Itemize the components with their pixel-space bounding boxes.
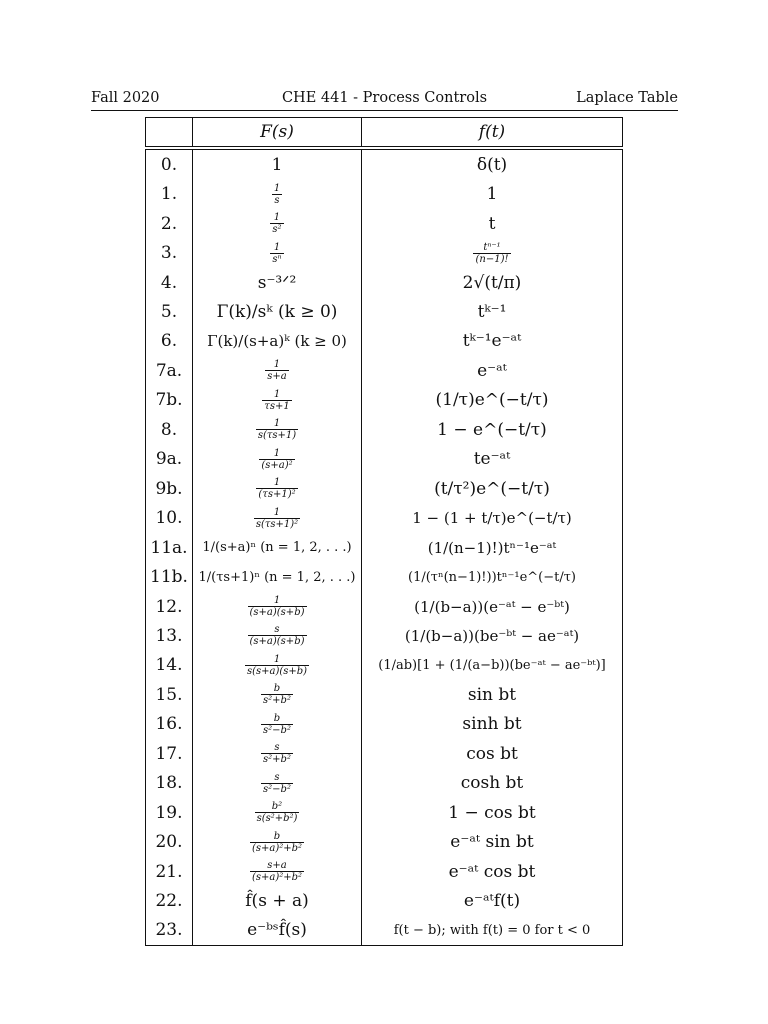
table-row	[146, 386, 622, 416]
header-title: Laplace Table	[576, 90, 678, 106]
table-row	[146, 710, 622, 740]
laplace-transform-cell: s (s+a)(s+b)	[193, 621, 362, 651]
table-row	[146, 268, 622, 298]
table-row	[146, 621, 622, 651]
row-number: 1.	[146, 179, 193, 209]
table-row	[146, 356, 622, 386]
table-row	[146, 327, 622, 357]
time-function-cell: e⁻ᵃᵗ	[477, 360, 507, 381]
table-row	[146, 150, 622, 180]
time-function-cell: (1/(τⁿ(n−1)!))tⁿ⁻¹e^(−t/τ)	[408, 569, 576, 585]
laplace-transform-cell: b s²+b²	[193, 680, 362, 710]
row-number: 11b.	[146, 562, 193, 592]
row-number: 0.	[146, 150, 193, 180]
time-function-cell: sinh bt	[462, 714, 522, 735]
table-row	[146, 533, 622, 563]
table-row	[146, 651, 622, 681]
row-number: 7a.	[146, 356, 193, 386]
time-function-cell: 1 − e^(−t/τ)	[437, 419, 547, 440]
laplace-transform-cell: f̂(s + a)	[193, 886, 362, 916]
laplace-transform-cell: 1/(s+a)ⁿ (n = 1, 2, . . .)	[193, 533, 362, 563]
row-number: 18.	[146, 768, 193, 798]
row-number: 15.	[146, 680, 193, 710]
laplace-transform-cell: 1 s(τs+1)²	[193, 503, 362, 533]
time-function-cell: δ(t)	[476, 154, 508, 175]
row-number: 4.	[146, 268, 193, 298]
row-number: 8.	[146, 415, 193, 445]
time-function-cell: e⁻ᵃᵗ sin bt	[450, 832, 534, 853]
time-function-cell: (1/(n−1)!)tⁿ⁻¹e⁻ᵃᵗ	[427, 538, 557, 557]
table-row	[146, 503, 622, 533]
row-number: 23.	[146, 916, 193, 946]
row-number: 2.	[146, 209, 193, 239]
time-function-cell: e⁻ᵃᵗf(t)	[463, 891, 521, 911]
time-function-cell: te⁻ᵃᵗ	[473, 449, 511, 470]
header-row	[146, 118, 622, 146]
header-term: Fall 2020	[91, 90, 160, 106]
time-function-cell: f(t − b); with f(t) = 0 for t < 0	[393, 922, 591, 938]
table-row	[146, 827, 622, 857]
laplace-transform-cell: 1 (s+a)(s+b)	[193, 592, 362, 622]
laplace-transform-cell: 1 s²	[193, 209, 362, 239]
time-function-cell: cos bt	[466, 743, 518, 764]
laplace-transform-cell: 1 sⁿ	[193, 238, 362, 268]
laplace-table	[145, 149, 623, 946]
time-function-cell: tᵏ⁻¹	[477, 302, 507, 322]
row-number: 11a.	[146, 533, 193, 563]
row-number: 13.	[146, 621, 193, 651]
laplace-transform-cell: Γ(k)/(s+a)ᵏ (k ≥ 0)	[193, 327, 362, 357]
time-function-cell: tᵏ⁻¹e⁻ᵃᵗ	[462, 331, 522, 352]
header-ft: f(t)	[478, 122, 506, 142]
laplace-transform-cell: 1/(τs+1)ⁿ (n = 1, 2, . . .)	[193, 562, 362, 592]
row-number: 14.	[146, 651, 193, 681]
row-number: 7b.	[146, 386, 193, 416]
row-number: 16.	[146, 710, 193, 740]
laplace-transform-cell: e⁻ᵇˢf̂(s)	[193, 916, 362, 946]
table-row	[146, 415, 622, 445]
row-number: 20.	[146, 827, 193, 857]
header-index	[146, 118, 193, 146]
laplace-transform-cell: b (s+a)²+b²	[193, 827, 362, 857]
laplace-transform-cell: s s²+b²	[193, 739, 362, 769]
table-row	[146, 592, 622, 622]
table-row	[146, 297, 622, 327]
row-number: 19.	[146, 798, 193, 828]
laplace-transform-cell: 1 s(τs+1)	[193, 415, 362, 445]
table-row	[146, 886, 622, 916]
table-row	[146, 209, 622, 239]
table-row	[146, 562, 622, 592]
row-number: 10.	[146, 503, 193, 533]
row-number: 17.	[146, 739, 193, 769]
table-row	[146, 768, 622, 798]
time-function-cell: (1/ab)[1 + (1/(a−b))(be⁻ᵃᵗ − ae⁻ᵇᵗ)]	[378, 657, 606, 673]
laplace-transform-cell: s+a (s+a)²+b²	[193, 857, 362, 887]
row-number: 3.	[146, 238, 193, 268]
laplace-transform-cell: b² s(s²+b²)	[193, 798, 362, 828]
row-number: 5.	[146, 297, 193, 327]
time-function-cell: 2√(t/π)	[462, 272, 522, 293]
time-function-cell: (1/(b−a))(e⁻ᵃᵗ − e⁻ᵇᵗ)	[414, 597, 570, 616]
laplace-transform-cell: Γ(k)/sᵏ (k ≥ 0)	[193, 297, 362, 327]
table-row	[146, 179, 622, 209]
table-row	[146, 916, 622, 946]
laplace-transform-cell: b s²−b²	[193, 710, 362, 740]
time-function-cell: 1	[486, 184, 498, 205]
page-header	[91, 90, 678, 110]
laplace-transform-cell: s s²−b²	[193, 768, 362, 798]
table-row	[146, 474, 622, 504]
laplace-transform-cell: 1 s+a	[193, 356, 362, 386]
time-function-cell: (1/τ)e^(−t/τ)	[435, 390, 549, 411]
row-number: 12.	[146, 592, 193, 622]
laplace-transform-cell: 1 s(s+a)(s+b)	[193, 651, 362, 681]
time-function-cell: (1/(b−a))(be⁻ᵇᵗ − ae⁻ᵃᵗ)	[404, 626, 580, 645]
table-row	[146, 238, 622, 268]
row-number: 22.	[146, 886, 193, 916]
row-number: 6.	[146, 327, 193, 357]
time-function-cell: tⁿ⁻¹ (n−1)!	[475, 241, 509, 265]
table-row	[146, 857, 622, 887]
time-function-cell: e⁻ᵃᵗ cos bt	[448, 861, 536, 882]
header-course: CHE 441 - Process Controls	[281, 90, 488, 106]
header-Fs: F(s)	[193, 118, 362, 146]
time-function-cell: sin bt	[467, 684, 517, 705]
time-function-cell: t	[488, 213, 496, 234]
table-row	[146, 445, 622, 475]
laplace-transform-cell: 1 τs+1	[193, 386, 362, 416]
table-row	[146, 798, 622, 828]
table-header	[145, 117, 623, 147]
laplace-transform-cell: s⁻³ᐟ²	[193, 268, 362, 298]
header-rule	[91, 110, 678, 111]
table-row	[146, 739, 622, 769]
row-number: 9b.	[146, 474, 193, 504]
time-function-cell: cosh bt	[460, 773, 524, 794]
table-row	[146, 680, 622, 710]
laplace-transform-cell: 1 (τs+1)²	[193, 474, 362, 504]
laplace-transform-cell: 1 (s+a)²	[193, 445, 362, 475]
row-number: 21.	[146, 857, 193, 887]
laplace-transform-cell: 1 s	[193, 179, 362, 209]
laplace-transform-cell: 1	[193, 150, 362, 180]
time-function-cell: 1 − cos bt	[448, 802, 536, 823]
time-function-cell: (t/τ²)e^(−t/τ)	[434, 478, 550, 499]
time-function-cell: 1 − (1 + t/τ)e^(−t/τ)	[412, 509, 572, 528]
row-number: 9a.	[146, 445, 193, 475]
